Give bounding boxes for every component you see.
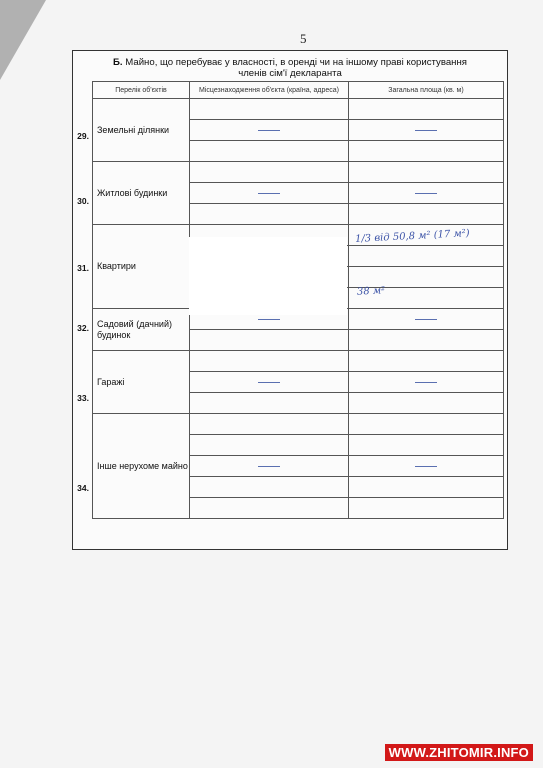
table-row xyxy=(93,162,504,183)
row-label-29: Земельні ділянки xyxy=(93,99,190,162)
col-location: Місцезнаходження об'єкта (країна, адреса) xyxy=(190,82,349,99)
section-letter: Б. xyxy=(113,57,123,68)
form-title xyxy=(73,57,507,79)
page-number: 5 xyxy=(300,31,307,46)
row-number-32: 32. xyxy=(77,323,89,333)
row-number-31: 31. xyxy=(77,263,89,273)
row-label-30: Житлові будинки xyxy=(93,162,190,225)
col-area: Загальна площа (кв. м) xyxy=(349,82,504,99)
table-header xyxy=(93,82,504,99)
title-line-1: Майно, що перебуває у власності, в оренді чи на іншому праві користування xyxy=(125,57,467,68)
title-line-2: членів сім'ї декларанта xyxy=(238,68,342,79)
table-row xyxy=(93,351,504,372)
folded-corner xyxy=(0,0,46,80)
dash-mark xyxy=(258,382,280,383)
table-row xyxy=(93,99,504,120)
handwritten-apartment-area-1: 1/3 від 50,8 м² (17 м²) xyxy=(354,228,470,245)
row-label-34: Інше нерухоме майно xyxy=(93,414,190,519)
dash-mark xyxy=(415,319,437,320)
row-label-33: Гаражі xyxy=(93,351,190,414)
handwritten-apartment-area-2: 38 м² xyxy=(356,285,386,298)
dash-mark xyxy=(258,466,280,467)
row-number-30: 30. xyxy=(77,196,89,206)
watermark: WWW.ZHITOMIR.INFO xyxy=(385,744,533,761)
dash-mark xyxy=(258,193,280,194)
dash-mark xyxy=(415,193,437,194)
dash-mark xyxy=(415,466,437,467)
dash-mark xyxy=(415,382,437,383)
row-label-32: Садовий (дачний) будинок xyxy=(93,309,190,351)
redacted-area xyxy=(189,237,347,315)
table-row xyxy=(93,414,504,435)
row-number-34: 34. xyxy=(77,483,89,493)
row-number-33: 33. xyxy=(77,393,89,403)
row-number-29: 29. xyxy=(77,131,89,141)
declaration-form xyxy=(72,50,508,550)
col-objects: Перелік об'єктів xyxy=(93,82,190,99)
dash-mark xyxy=(258,319,280,320)
dash-mark xyxy=(415,130,437,131)
row-label-31: Квартири xyxy=(93,225,190,309)
dash-mark xyxy=(258,130,280,131)
